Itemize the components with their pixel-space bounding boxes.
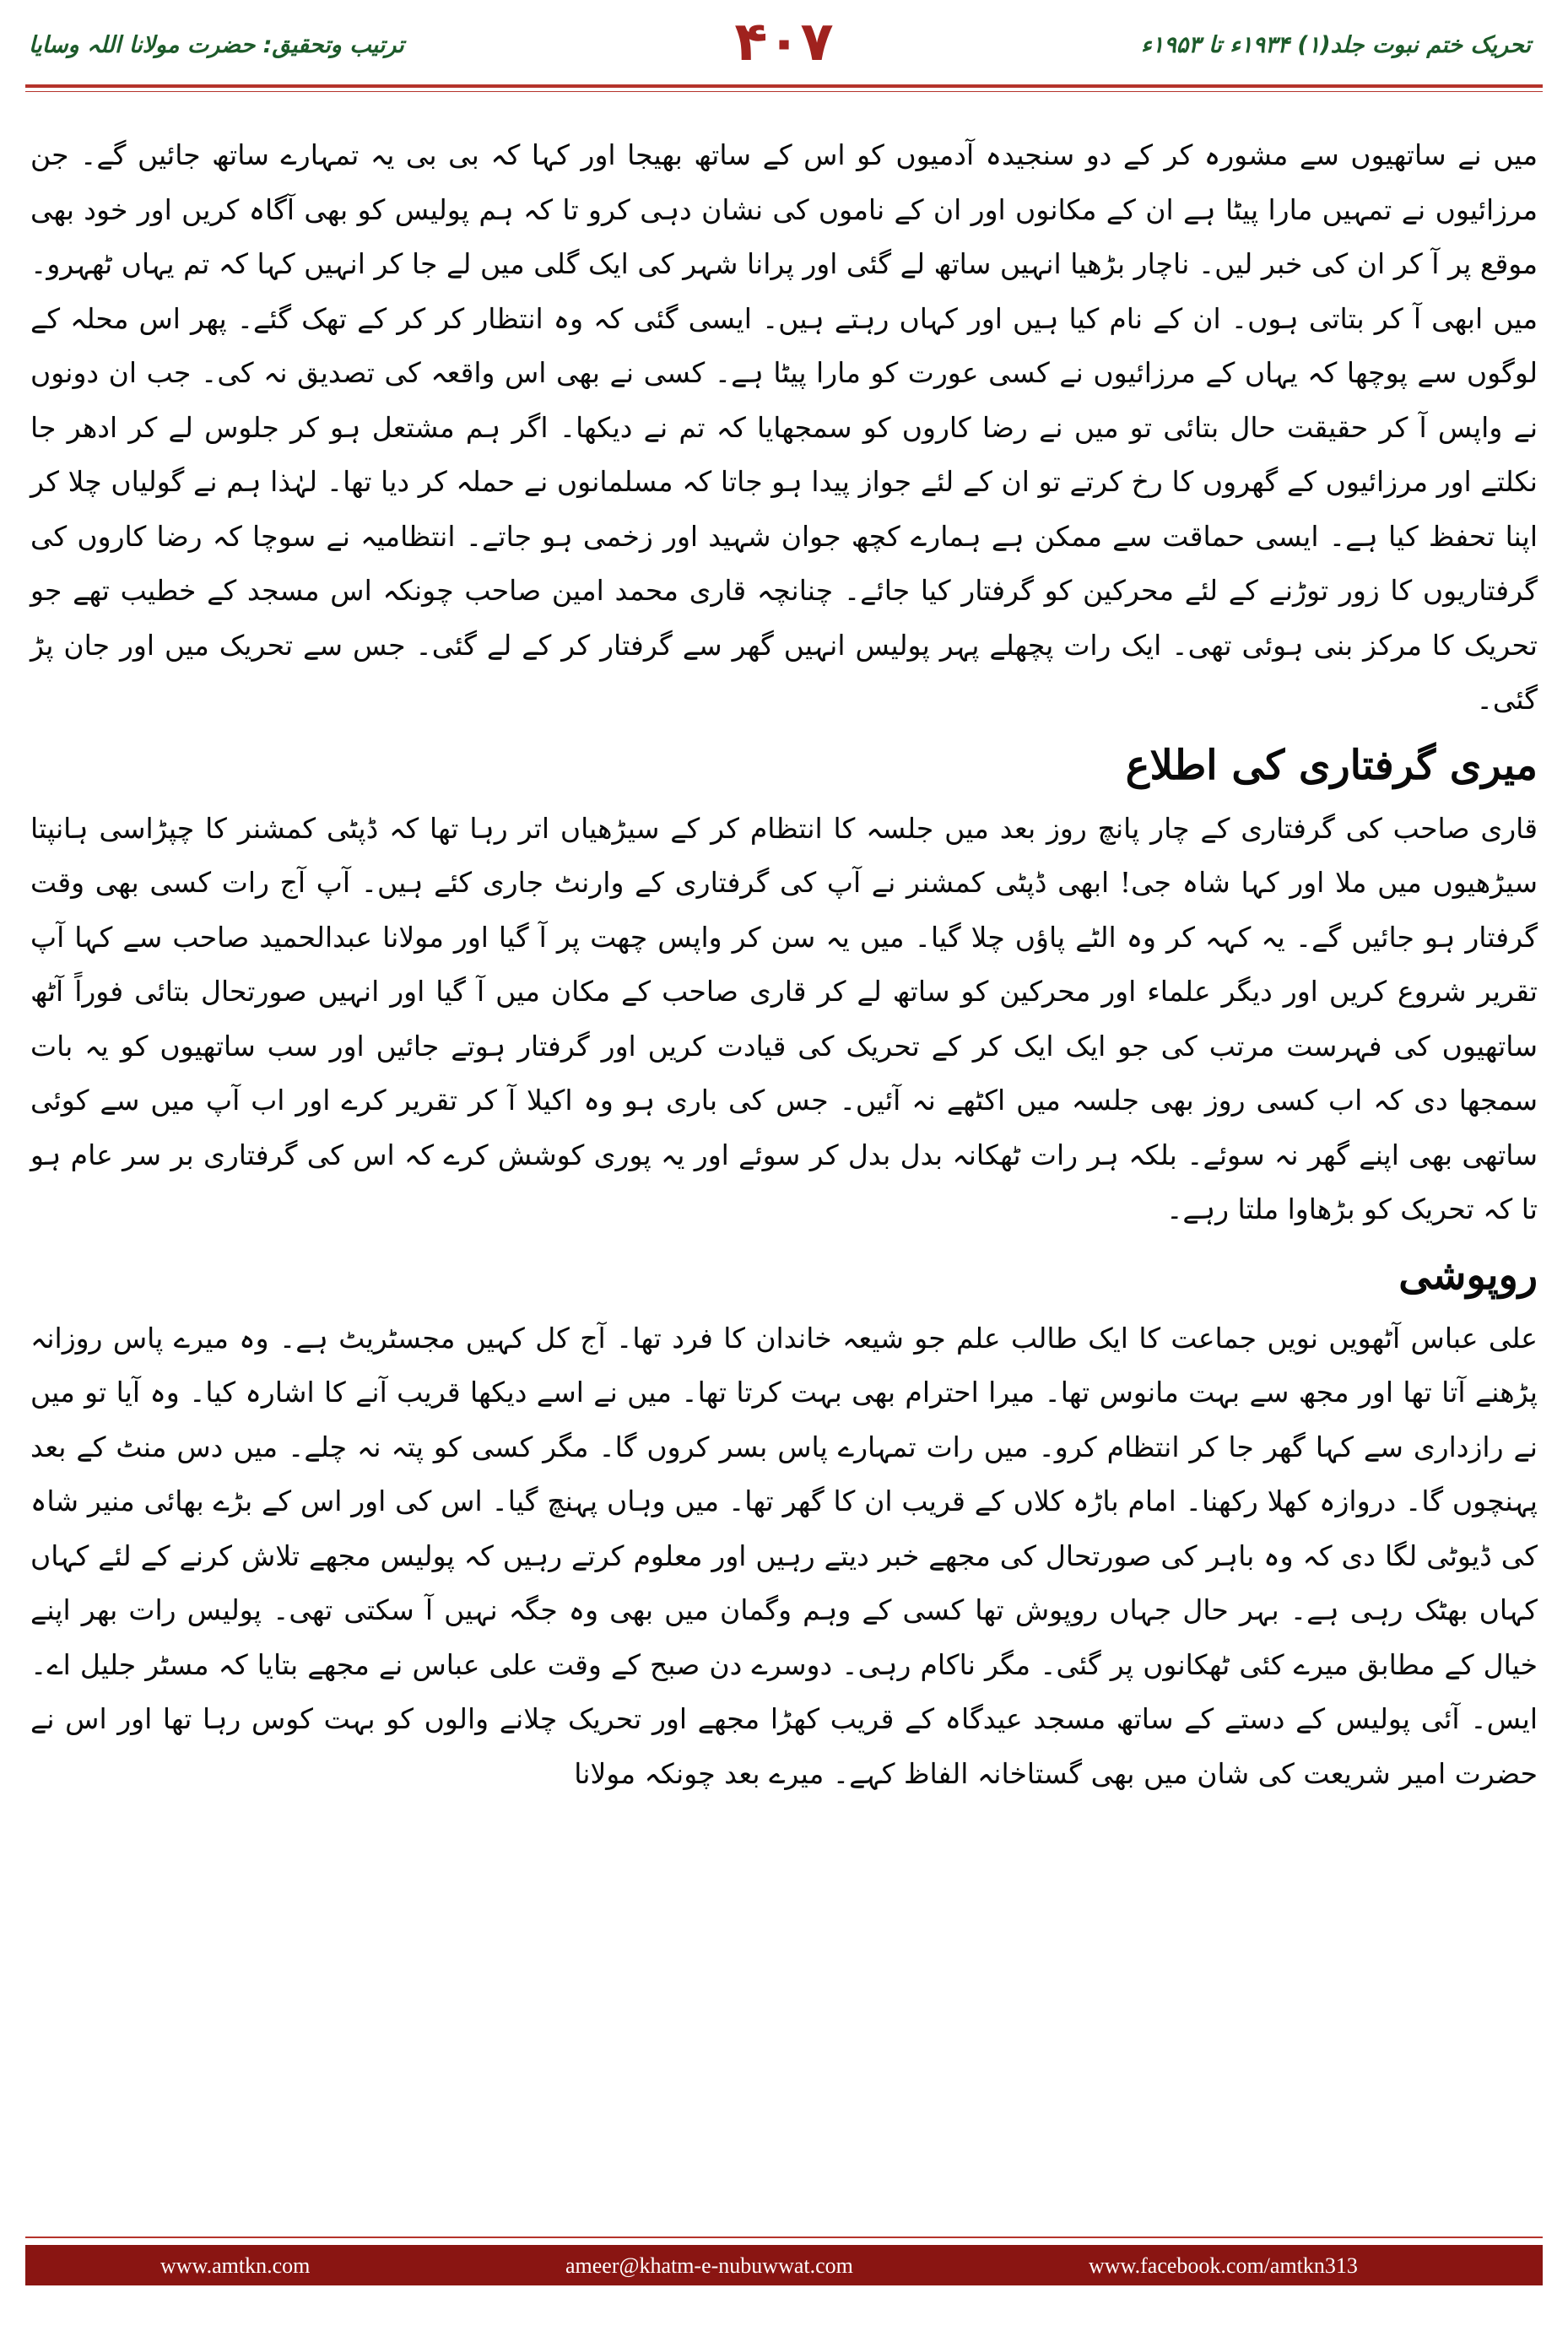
page-number: ۴۰۷ [734, 11, 834, 73]
series-title: تحریک ختم نبوت جلد(۱) ۱۹۳۴ء تا ۱۹۵۳ء [1141, 32, 1531, 58]
section-heading-arrest-notice: میری گرفتاری کی اطلاع [1125, 741, 1538, 789]
page-footer [25, 2237, 1543, 2291]
page-body [30, 128, 1538, 1801]
section-heading-hiding: روپوشی [1398, 1251, 1538, 1299]
paragraph-3: علی عباس آٹھویں نویں جماعت کا ایک طالب علم جو شیعہ خاندان کا فرد تھا۔ آج کل کہیں مجسٹریٹ ہے۔ وہ میرے پاس روزانہ پڑھنے آتا تھا اور مجھ سے بہت مانوس تھا۔ میرا احترام بھی بہت کرتا تھا۔ میں نے اسے دیکھا قریب آنے کا اشارہ کیا۔ وہ آیا تو میں نے رازداری سے کہا گھر جا کر انتظام کرو۔ میں رات تمہارے پاس بسر کروں گا۔ مگر کسی کو پتہ نہ چلے۔ میں دس منٹ کے بعد پہنچوں گا۔ دروازہ کھلا رکھنا۔ امام باڑہ کلاں کے قریب ان کا گھر تھا۔ میں وہاں پہنچ گیا۔ اس کی اور اس کے بڑے بھائی منیر شاہ کی ڈیوٹی لگا دی کہ وہ باہر کی صورتحال کی مجھے خبر دیتے رہیں اور معلوم کرتے رہیں کہ پولیس مجھے تلاش کرنے کے لئے کہاں کہاں بھٹک رہی ہے۔ بہر حال جہاں روپوش تھا کسی کے وہم وگمان میں بھی وہ جگہ نہیں آ سکتی تھی۔ پولیس رات بھر اپنے خیال کے مطابق میرے کئی ٹھکانوں پر گئی۔ مگر ناکام رہی۔ دوسرے دن صبح کے وقت علی عباس نے مجھے بتایا کہ مسٹر جلیل اے۔ ایس۔ آئی پولیس کے دستے کے ساتھ مسجد عیدگاہ کے قریب کھڑا مجھے اور تحریک چلانے والوں کو بہت کوس رہا تھا اور اس نے حضرت امیر شریعت کی شان میں بھی گستاخانہ الفاظ کہے۔ میرے بعد چونکہ مولانا [30, 1321, 1538, 1790]
paragraph-1: میں نے ساتھیوں سے مشورہ کر کے دو سنجیدہ آدمیوں کو اس کے ساتھ بھیجا اور کہا کہ بی بی یہ تمہارے ساتھ جائیں گے۔ جن مرزائیوں نے تمہیں مارا پیٹا ہے ان کے مکانوں اور ان کے ناموں کی نشان دہی کرو تا کہ ہم پولیس کو بھی آگاہ کریں اور خود بھی موقع پر آ کر ان کی خبر لیں۔ ناچار بڑھیا انہیں ساتھ لے گئی اور پرانا شہر کی ایک گلی میں لے جا کر انہیں کہا کہ تم یہاں ٹھہرو۔ میں ابھی آ کر بتاتی ہوں۔ ان کے نام کیا ہیں اور کہاں رہتے ہیں۔ ایسی گئی کہ وہ انتظار کر کر کے تھک گئے۔ پھر اس محلہ کے لوگوں سے پوچھا کہ یہاں کے مرزائیوں نے کسی عورت کو مارا پیٹا ہے۔ کسی نے بھی اس واقعہ کی تصدیق نہ کی۔ جب ان دونوں نے واپس آ کر حقیقت حال بتائی تو میں نے رضا کاروں کو سمجھایا کہ تم نے دیکھا۔ اگر ہم مشتعل ہو کر جلوس لے کر ادھر جا نکلتے اور مرزائیوں کے گھروں کا رخ کرتے تو ان کے لئے جواز پیدا ہو جاتا کہ مسلمانوں نے حملہ کر دیا تھا۔ لہٰذا ہم نے گولیاں چلا کر اپنا تحفظ کیا ہے۔ ایسی حماقت سے ممکن ہے ہمارے کچھ جوان شہید اور زخمی ہو جاتے۔ انتظامیہ نے سوچا کہ رضا کاروں کی گرفتاریوں کا زور توڑنے کے لئے محرکین کو گرفتار کیا جائے۔ چنانچہ قاری محمد امین صاحب چونکہ اس مسجد کے خطیب تھے جو تحریک کا مرکز بنی ہوئی تھی۔ ایک رات پچھلے پہر پولیس انہیں گھر سے گرفتار کر کے لے گئی۔ جس سے تحریک میں اور جان پڑ گئی۔ [30, 138, 1538, 716]
footer-website-link[interactable]: www.amtkn.com [160, 2253, 311, 2278]
compiler-credit: ترتیب وتحقیق: حضرت مولانا اللہ وسایا [29, 32, 404, 58]
footer-email-link[interactable]: ameer@khatm-e-nubuwwat.com [565, 2253, 853, 2278]
paragraph-2: قاری صاحب کی گرفتاری کے چار پانچ روز بعد میں جلسہ کا انتظام کر کے سیڑھیاں اتر رہا تھا کہ ڈپٹی کمشنر کا چپڑاسی ہانپتا سیڑھیوں میں ملا اور کہا شاہ جی! ابھی ڈپٹی کمشنر نے آپ کی گرفتاری کے وارنٹ جاری کئے ہیں۔ آپ آج رات کسی بھی وقت گرفتار ہو جائیں گے۔ یہ کہہ کر وہ الٹے پاؤں چلا گیا۔ میں یہ سن کر واپس چھت پر آ گیا اور مولانا عبدالحمید صاحب سے کہا آپ تقریر شروع کریں اور دیگر علماء اور محرکین کو ساتھ لے کر قاری صاحب کے مکان میں آ گیا اور انہیں صورتحال بتائی فوراً آٹھ ساتھیوں کی فہرست مرتب کی جو ایک ایک کر کے تحریک کی قیادت کریں اور گرفتار ہوتے جائیں اور سب ساتھیوں کو یہ بات سمجھا دی کہ اب کسی روز بھی جلسہ میں اکٹھے نہ آئیں۔ جس کی باری ہو وہ اکیلا آ کر تقریر کرے اور اب آپ میں سے کوئی ساتھی بھی اپنے گھر نہ سوئے۔ بلکہ ہر رات ٹھکانہ بدل بدل کر سوئے اور یہ پوری کوشش کرے کہ اس کی گرفتاری بر سر عام ہو تا کہ تحریک کو بڑھاوا ملتا رہے۔ [30, 811, 1538, 1225]
header-divider-thin [25, 91, 1543, 92]
page-header [0, 0, 1568, 100]
header-divider [25, 84, 1543, 88]
footer-divider [25, 2237, 1543, 2238]
footer-facebook-link[interactable]: www.facebook.com/amtkn313 [1089, 2253, 1358, 2278]
